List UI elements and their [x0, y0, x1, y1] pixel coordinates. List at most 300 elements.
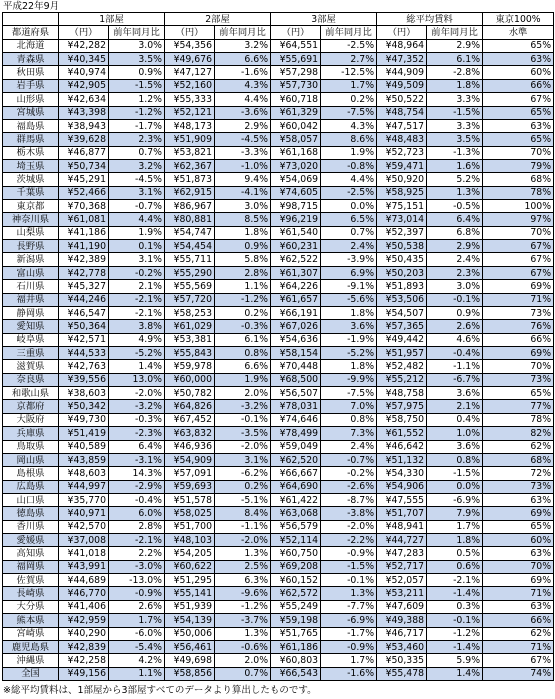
cell-rent-total: ¥53,506	[377, 293, 427, 306]
cell-rent-1room: ¥42,570	[59, 520, 109, 533]
cell-yoy-total: 2.9%	[427, 240, 483, 253]
cell-rent-2room: ¥86,967	[165, 200, 215, 213]
cell-rent-2room: ¥51,939	[165, 600, 215, 613]
cell-level: 66%	[483, 614, 554, 627]
cell-rent-total: ¥47,517	[377, 119, 427, 132]
cell-rent-3room: ¥61,186	[271, 640, 321, 653]
cell-rent-total: ¥75,151	[377, 200, 427, 213]
table-row	[3, 159, 554, 172]
cell-pref: 栃木県	[3, 146, 59, 159]
cell-rent-1room: ¥43,859	[59, 453, 109, 466]
cell-level: 66%	[483, 333, 554, 346]
cell-rent-1room: ¥41,406	[59, 600, 109, 613]
cell-rent-total: ¥53,460	[377, 640, 427, 653]
header-total: 総平均賃料	[377, 13, 483, 26]
cell-rent-total: ¥52,397	[377, 226, 427, 239]
cell-rent-2room: ¥55,569	[165, 280, 215, 293]
cell-rent-total: ¥46,717	[377, 627, 427, 640]
header-yoy-1: 前年同月比	[109, 26, 165, 39]
cell-yoy-2room: 1.9%	[215, 373, 271, 386]
cell-yoy-total: 5.2%	[427, 173, 483, 186]
cell-yoy-2room: 2.0%	[215, 387, 271, 400]
cell-yoy-1room: -2.0%	[109, 387, 165, 400]
cell-yoy-2room: -0.1%	[215, 413, 271, 426]
cell-level: 74%	[483, 667, 554, 680]
cell-pref: 北海道	[3, 39, 59, 52]
cell-yoy-3room: -1.6%	[321, 667, 377, 680]
cell-rent-1room: ¥42,763	[59, 360, 109, 373]
cell-level: 67%	[483, 266, 554, 279]
cell-yoy-2room: -3.2%	[215, 400, 271, 413]
cell-yoy-1room: -3.0%	[109, 560, 165, 573]
cell-yoy-1room: 3.8%	[109, 320, 165, 333]
cell-rent-1room: ¥40,974	[59, 66, 109, 79]
cell-level: 82%	[483, 427, 554, 440]
cell-pref: 愛知県	[3, 320, 59, 333]
cell-pref: 徳島県	[3, 507, 59, 520]
cell-yoy-total: 5.9%	[427, 654, 483, 667]
table-row	[3, 146, 554, 159]
header-yoy-2: 前年同月比	[215, 26, 271, 39]
cell-rent-3room: ¥60,231	[271, 240, 321, 253]
cell-rent-3room: ¥69,208	[271, 560, 321, 573]
cell-rent-3room: ¥59,049	[271, 440, 321, 453]
header-yen-3: （円）	[271, 26, 321, 39]
cell-rent-3room: ¥70,448	[271, 360, 321, 373]
cell-yoy-1room: 3.2%	[109, 159, 165, 172]
cell-yoy-total: 7.9%	[427, 507, 483, 520]
cell-rent-2room: ¥58,253	[165, 306, 215, 319]
cell-yoy-2room: -3.5%	[215, 427, 271, 440]
cell-yoy-total: 2.1%	[427, 400, 483, 413]
cell-yoy-3room: 3.6%	[321, 320, 377, 333]
cell-yoy-total: 3.5%	[427, 133, 483, 146]
cell-rent-2room: ¥54,139	[165, 614, 215, 627]
cell-rent-2room: ¥64,826	[165, 400, 215, 413]
cell-yoy-total: 4.6%	[427, 333, 483, 346]
cell-level: 79%	[483, 159, 554, 172]
cell-yoy-2room: -1.1%	[215, 520, 271, 533]
cell-yoy-2room: -0.3%	[215, 320, 271, 333]
cell-rent-3room: ¥54,069	[271, 173, 321, 186]
cell-rent-1room: ¥49,730	[59, 413, 109, 426]
cell-rent-3room: ¥56,579	[271, 520, 321, 533]
cell-rent-1room: ¥44,246	[59, 293, 109, 306]
cell-rent-3room: ¥62,520	[271, 453, 321, 466]
table-row	[3, 627, 554, 640]
cell-level: 62%	[483, 627, 554, 640]
cell-rent-2room: ¥60,622	[165, 560, 215, 573]
table-row	[3, 640, 554, 653]
cell-rent-total: ¥48,483	[377, 133, 427, 146]
table-row	[3, 306, 554, 319]
cell-rent-3room: ¥64,690	[271, 480, 321, 493]
cell-yoy-3room: -3.8%	[321, 507, 377, 520]
cell-pref: 東京都	[3, 200, 59, 213]
cell-pref: 秋田県	[3, 66, 59, 79]
table-row	[3, 346, 554, 359]
header-level-1: 東京100%	[483, 13, 554, 26]
table-row	[3, 373, 554, 386]
cell-yoy-3room: -7.5%	[321, 387, 377, 400]
cell-rent-2room: ¥50,782	[165, 387, 215, 400]
table-row	[3, 66, 554, 79]
cell-rent-1room: ¥44,533	[59, 346, 109, 359]
cell-yoy-total: 0.5%	[427, 547, 483, 560]
cell-rent-3room: ¥54,636	[271, 333, 321, 346]
cell-rent-total: ¥47,609	[377, 600, 427, 613]
cell-yoy-1room: -3.1%	[109, 453, 165, 466]
cell-yoy-2room: 8.4%	[215, 507, 271, 520]
cell-yoy-1room: 2.2%	[109, 547, 165, 560]
cell-yoy-2room: -1.0%	[215, 159, 271, 172]
header-3room: 3部屋	[271, 13, 377, 26]
header-level-2: 水準	[483, 26, 554, 39]
cell-rent-total: ¥51,893	[377, 280, 427, 293]
cell-rent-1room: ¥42,258	[59, 654, 109, 667]
cell-rent-total: ¥50,538	[377, 240, 427, 253]
cell-level: 63%	[483, 119, 554, 132]
table-row	[3, 467, 554, 480]
cell-yoy-total: 1.8%	[427, 79, 483, 92]
cell-rent-2room: ¥55,843	[165, 346, 215, 359]
cell-pref: 青森県	[3, 53, 59, 66]
header-2room: 2部屋	[165, 13, 271, 26]
table-row	[3, 413, 554, 426]
cell-rent-2room: ¥61,029	[165, 320, 215, 333]
cell-pref: 大阪府	[3, 413, 59, 426]
cell-yoy-2room: 2.9%	[215, 119, 271, 132]
cell-rent-total: ¥52,057	[377, 574, 427, 587]
cell-yoy-3room: -0.9%	[321, 640, 377, 653]
cell-rent-1room: ¥43,991	[59, 560, 109, 573]
cell-yoy-total: 1.3%	[427, 186, 483, 199]
cell-rent-3room: ¥64,226	[271, 280, 321, 293]
cell-rent-total: ¥48,941	[377, 520, 427, 533]
cell-yoy-2room: -2.0%	[215, 534, 271, 547]
cell-rent-1room: ¥42,959	[59, 614, 109, 627]
cell-pref: 福島県	[3, 119, 59, 132]
cell-pref: 長崎県	[3, 587, 59, 600]
cell-yoy-1room: 1.2%	[109, 93, 165, 106]
cell-rent-2room: ¥51,295	[165, 574, 215, 587]
cell-pref: 岩手県	[3, 79, 59, 92]
cell-yoy-total: 1.6%	[427, 159, 483, 172]
cell-rent-2room: ¥52,160	[165, 79, 215, 92]
table-row	[3, 293, 554, 306]
cell-yoy-3room: -5.2%	[321, 346, 377, 359]
cell-level: 65%	[483, 133, 554, 146]
cell-rent-total: ¥48,754	[377, 106, 427, 119]
cell-level: 65%	[483, 387, 554, 400]
cell-rent-2room: ¥58,856	[165, 667, 215, 680]
cell-yoy-2room: -9.6%	[215, 587, 271, 600]
cell-yoy-1room: -2.3%	[109, 427, 165, 440]
cell-yoy-3room: -8.7%	[321, 493, 377, 506]
cell-yoy-total: -1.3%	[427, 146, 483, 159]
cell-yoy-2room: 3.0%	[215, 200, 271, 213]
cell-yoy-1room: -0.2%	[109, 266, 165, 279]
cell-pref: 岡山県	[3, 453, 59, 466]
cell-rent-3room: ¥60,718	[271, 93, 321, 106]
cell-rent-2room: ¥67,452	[165, 413, 215, 426]
cell-rent-3room: ¥61,168	[271, 146, 321, 159]
cell-yoy-1room: 3.5%	[109, 53, 165, 66]
cell-yoy-3room: 0.7%	[321, 226, 377, 239]
cell-pref: 神奈川県	[3, 213, 59, 226]
cell-rent-2room: ¥52,121	[165, 106, 215, 119]
cell-yoy-1room: 4.4%	[109, 213, 165, 226]
cell-rent-3room: ¥59,198	[271, 614, 321, 627]
cell-rent-2room: ¥63,832	[165, 427, 215, 440]
cell-rent-1room: ¥42,282	[59, 39, 109, 52]
cell-rent-total: ¥58,925	[377, 186, 427, 199]
cell-rent-2room: ¥53,381	[165, 333, 215, 346]
table-row	[3, 547, 554, 560]
cell-rent-2room: ¥47,127	[165, 66, 215, 79]
cell-pref: 三重県	[3, 346, 59, 359]
cell-pref: 島根県	[3, 467, 59, 480]
cell-yoy-total: -0.1%	[427, 614, 483, 627]
table-row	[3, 427, 554, 440]
cell-pref: 宮城県	[3, 106, 59, 119]
cell-rent-1room: ¥40,290	[59, 627, 109, 640]
cell-yoy-1room: 4.9%	[109, 333, 165, 346]
cell-level: 67%	[483, 93, 554, 106]
table-row	[3, 173, 554, 186]
cell-pref: 岐阜県	[3, 333, 59, 346]
cell-level: 73%	[483, 306, 554, 319]
cell-yoy-2room: -6.2%	[215, 467, 271, 480]
cell-level: 73%	[483, 373, 554, 386]
table-row	[3, 133, 554, 146]
cell-yoy-1room: -0.3%	[109, 413, 165, 426]
cell-yoy-3room: 2.4%	[321, 440, 377, 453]
cell-level: 67%	[483, 253, 554, 266]
cell-yoy-total: -0.4%	[427, 346, 483, 359]
cell-rent-1room: ¥48,603	[59, 467, 109, 480]
cell-rent-2room: ¥55,333	[165, 93, 215, 106]
cell-rent-total: ¥53,211	[377, 587, 427, 600]
cell-rent-1room: ¥41,186	[59, 226, 109, 239]
cell-rent-3room: ¥67,026	[271, 320, 321, 333]
table-row	[3, 213, 554, 226]
cell-yoy-1room: 14.3%	[109, 467, 165, 480]
table-row	[3, 493, 554, 506]
cell-yoy-3room: -5.6%	[321, 293, 377, 306]
cell-yoy-3room: -6.9%	[321, 614, 377, 627]
cell-pref: 大分県	[3, 600, 59, 613]
cell-yoy-3room: 2.7%	[321, 53, 377, 66]
table-row	[3, 507, 554, 520]
cell-rent-total: ¥59,471	[377, 159, 427, 172]
table-row	[3, 600, 554, 613]
cell-level: 65%	[483, 39, 554, 52]
table-row	[3, 560, 554, 573]
cell-yoy-total: -1.5%	[427, 106, 483, 119]
cell-pref: 愛媛県	[3, 534, 59, 547]
cell-yoy-2room: 6.6%	[215, 360, 271, 373]
cell-yoy-2room: -1.6%	[215, 66, 271, 79]
cell-rent-total: ¥46,642	[377, 440, 427, 453]
cell-yoy-2room: 0.8%	[215, 346, 271, 359]
cell-yoy-3room: 0.8%	[321, 413, 377, 426]
table-row	[3, 39, 554, 52]
table-row	[3, 360, 554, 373]
table-header-row-1	[3, 13, 554, 26]
table-row	[3, 534, 554, 547]
cell-rent-2room: ¥49,676	[165, 53, 215, 66]
rent-table	[2, 12, 554, 681]
cell-yoy-3room: 1.8%	[321, 360, 377, 373]
cell-rent-3room: ¥68,500	[271, 373, 321, 386]
cell-rent-3room: ¥78,031	[271, 400, 321, 413]
cell-level: 67%	[483, 654, 554, 667]
cell-yoy-3room: 8.6%	[321, 133, 377, 146]
cell-rent-2room: ¥55,711	[165, 253, 215, 266]
cell-yoy-3room: -2.0%	[321, 520, 377, 533]
table-row	[3, 93, 554, 106]
cell-pref: 茨城県	[3, 173, 59, 186]
cell-rent-1room: ¥70,368	[59, 200, 109, 213]
cell-yoy-3room: 2.4%	[321, 240, 377, 253]
cell-rent-1room: ¥45,327	[59, 280, 109, 293]
cell-pref: 奈良県	[3, 373, 59, 386]
cell-rent-2room: ¥51,700	[165, 520, 215, 533]
cell-rent-1room: ¥40,345	[59, 53, 109, 66]
cell-rent-2room: ¥59,978	[165, 360, 215, 373]
table-row	[3, 253, 554, 266]
cell-rent-total: ¥50,335	[377, 654, 427, 667]
cell-level: 69%	[483, 280, 554, 293]
cell-rent-1room: ¥61,081	[59, 213, 109, 226]
cell-rent-total: ¥50,920	[377, 173, 427, 186]
header-1room: 1部屋	[59, 13, 165, 26]
cell-rent-total: ¥50,522	[377, 93, 427, 106]
cell-yoy-total: 3.3%	[427, 119, 483, 132]
cell-yoy-3room: -0.1%	[321, 574, 377, 587]
cell-yoy-3room: -3.9%	[321, 253, 377, 266]
cell-pref: 山口県	[3, 493, 59, 506]
cell-yoy-total: 2.9%	[427, 39, 483, 52]
cell-pref: 沖縄県	[3, 654, 59, 667]
cell-yoy-1room: 2.6%	[109, 600, 165, 613]
cell-yoy-total: 6.8%	[427, 226, 483, 239]
cell-rent-2room: ¥62,915	[165, 186, 215, 199]
header-yen-1: （円）	[59, 26, 109, 39]
cell-rent-1room: ¥49,156	[59, 667, 109, 680]
cell-pref: 福井県	[3, 293, 59, 306]
cell-level: 76%	[483, 320, 554, 333]
cell-yoy-3room: -0.2%	[321, 467, 377, 480]
cell-rent-3room: ¥58,154	[271, 346, 321, 359]
cell-yoy-total: 6.4%	[427, 213, 483, 226]
cell-rent-1room: ¥45,291	[59, 173, 109, 186]
table-row	[3, 333, 554, 346]
cell-yoy-1room: 0.1%	[109, 240, 165, 253]
cell-pref: 埼玉県	[3, 159, 59, 172]
table-row	[3, 520, 554, 533]
cell-yoy-1room: -2.1%	[109, 306, 165, 319]
cell-rent-3room: ¥73,020	[271, 159, 321, 172]
cell-rent-1room: ¥38,943	[59, 119, 109, 132]
cell-level: 66%	[483, 79, 554, 92]
cell-level: 65%	[483, 520, 554, 533]
cell-yoy-3room: -9.1%	[321, 280, 377, 293]
cell-yoy-3room: -9.9%	[321, 373, 377, 386]
cell-level: 60%	[483, 66, 554, 79]
cell-rent-2room: ¥60,000	[165, 373, 215, 386]
cell-rent-3room: ¥74,605	[271, 186, 321, 199]
cell-pref: 山形県	[3, 93, 59, 106]
cell-level: 69%	[483, 574, 554, 587]
cell-level: 60%	[483, 534, 554, 547]
cell-rent-3room: ¥74,646	[271, 413, 321, 426]
cell-yoy-total: -1.1%	[427, 360, 483, 373]
cell-yoy-total: 1.4%	[427, 667, 483, 680]
table-row	[3, 280, 554, 293]
cell-rent-2room: ¥53,821	[165, 146, 215, 159]
cell-yoy-3room: 6.5%	[321, 213, 377, 226]
cell-yoy-1room: 3.1%	[109, 186, 165, 199]
cell-rent-3room: ¥57,730	[271, 79, 321, 92]
cell-yoy-1room: 0.9%	[109, 66, 165, 79]
cell-yoy-3room: -1.7%	[321, 627, 377, 640]
table-row	[3, 320, 554, 333]
cell-pref: 鹿児島県	[3, 640, 59, 653]
cell-rent-1room: ¥42,634	[59, 93, 109, 106]
cell-yoy-3room: -2.5%	[321, 186, 377, 199]
cell-rent-1room: ¥46,770	[59, 587, 109, 600]
cell-rent-3room: ¥66,543	[271, 667, 321, 680]
cell-rent-2room: ¥51,578	[165, 493, 215, 506]
cell-rent-total: ¥52,482	[377, 360, 427, 373]
cell-rent-3room: ¥57,298	[271, 66, 321, 79]
cell-yoy-1room: 6.4%	[109, 440, 165, 453]
cell-rent-3room: ¥58,057	[271, 133, 321, 146]
cell-rent-1room: ¥42,905	[59, 79, 109, 92]
cell-rent-3room: ¥62,522	[271, 253, 321, 266]
cell-yoy-3room: 1.3%	[321, 587, 377, 600]
cell-pref: 和歌山県	[3, 387, 59, 400]
table-row	[3, 440, 554, 453]
cell-rent-3room: ¥60,042	[271, 119, 321, 132]
cell-yoy-total: 0.4%	[427, 413, 483, 426]
cell-yoy-2room: -1.2%	[215, 293, 271, 306]
cell-yoy-2room: 6.1%	[215, 333, 271, 346]
cell-yoy-3room: 7.0%	[321, 400, 377, 413]
cell-yoy-2room: 0.2%	[215, 306, 271, 319]
cell-rent-2room: ¥48,173	[165, 119, 215, 132]
cell-yoy-total: -6.7%	[427, 373, 483, 386]
cell-yoy-total: 0.6%	[427, 560, 483, 573]
cell-rent-2room: ¥54,454	[165, 240, 215, 253]
cell-rent-total: ¥48,758	[377, 387, 427, 400]
cell-yoy-3room: 6.9%	[321, 266, 377, 279]
cell-level: 63%	[483, 547, 554, 560]
table-row	[3, 614, 554, 627]
cell-rent-total: ¥55,212	[377, 373, 427, 386]
footnote: ※総平均賃料は、1部屋から3部屋すべてのデータより算出したものです。	[3, 685, 317, 696]
cell-pref: 静岡県	[3, 306, 59, 319]
table-row	[3, 53, 554, 66]
cell-yoy-1room: 0.7%	[109, 146, 165, 159]
cell-yoy-1room: -2.1%	[109, 293, 165, 306]
cell-level: 72%	[483, 467, 554, 480]
table-row	[3, 106, 554, 119]
cell-level: 65%	[483, 106, 554, 119]
cell-yoy-total: 2.3%	[427, 266, 483, 279]
